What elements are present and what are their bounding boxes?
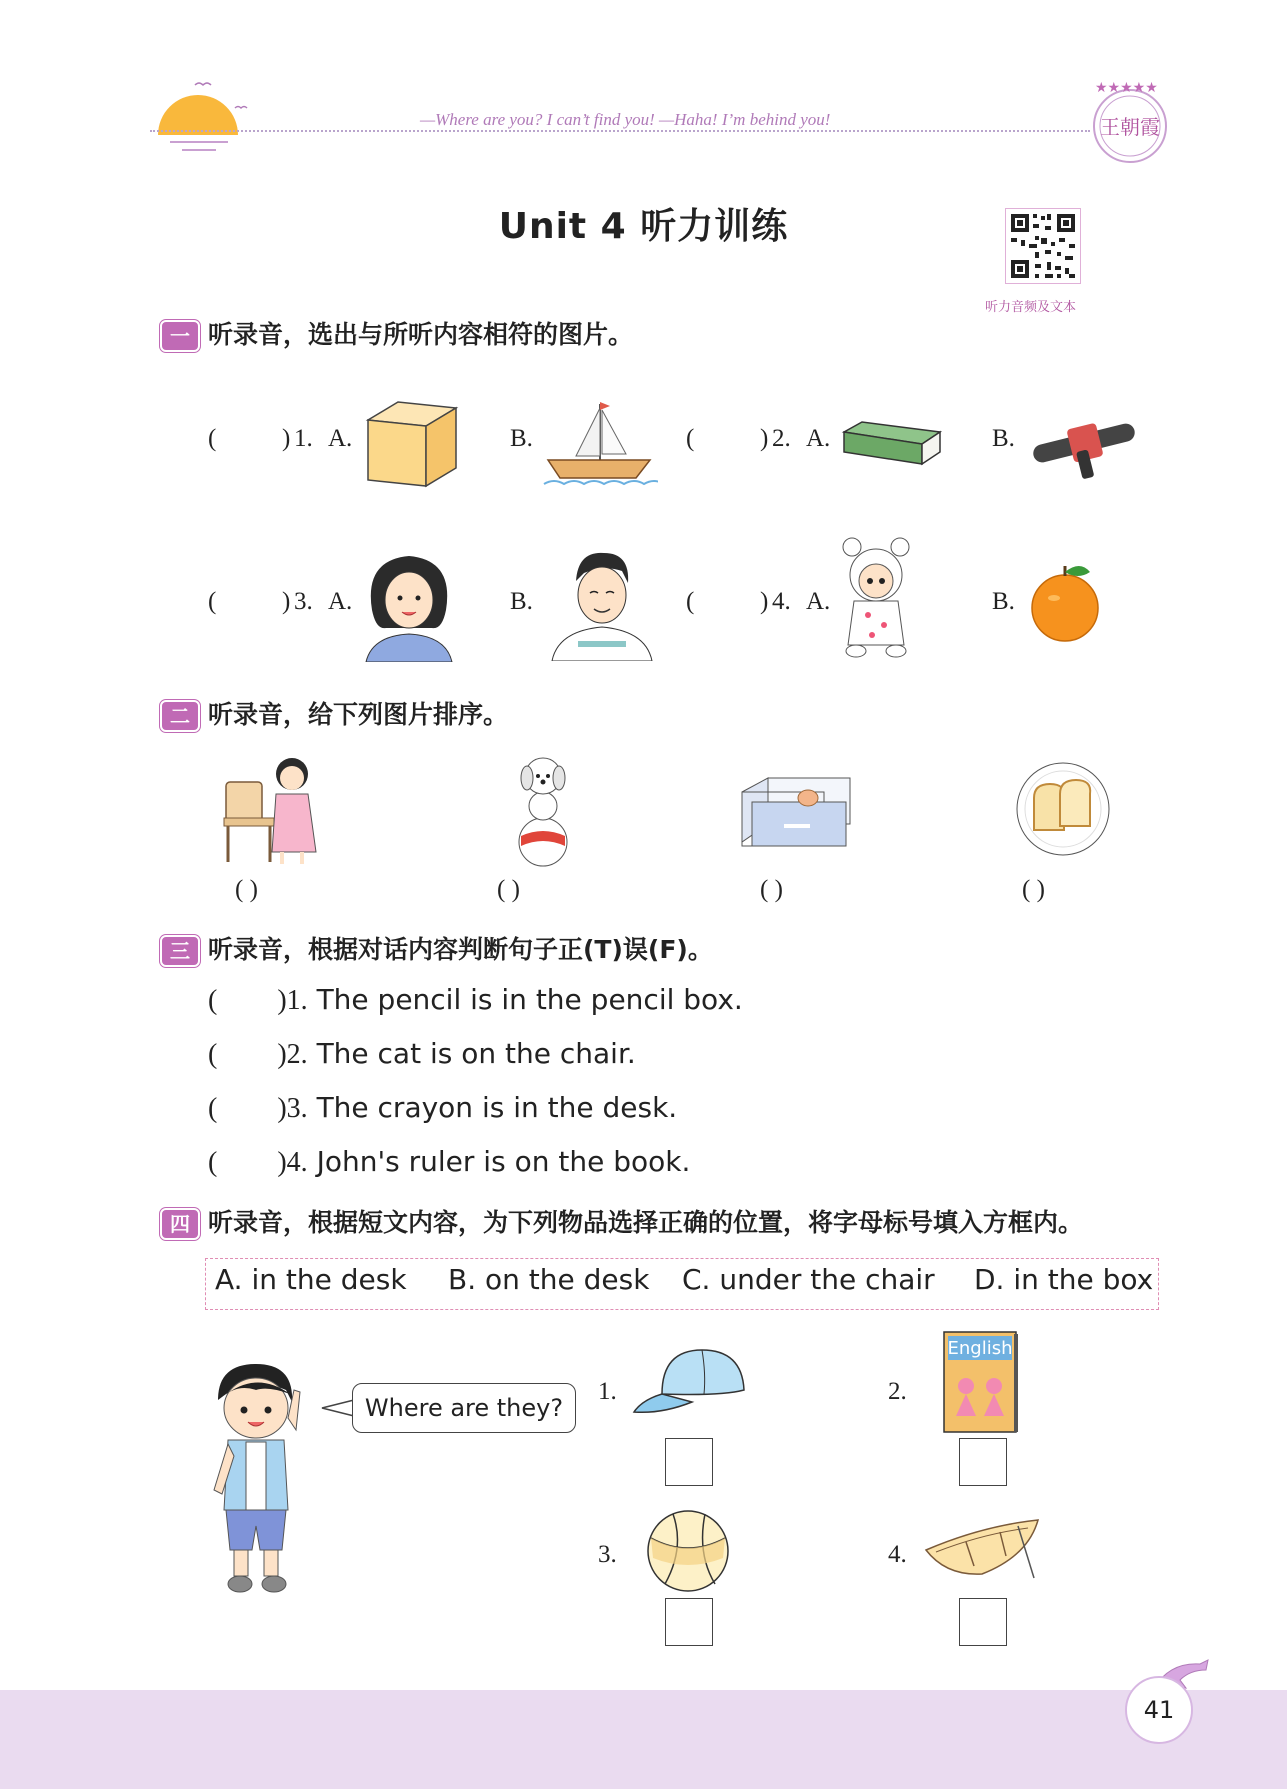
answer-paren-close: ) xyxy=(277,1147,287,1178)
option-b-label: B. xyxy=(510,425,533,452)
qr-caption: 听力音频及文本 xyxy=(985,300,1077,315)
choice-b: B. on the desk xyxy=(448,1263,650,1296)
order-answer-paren[interactable]: ( ) xyxy=(497,876,520,903)
tf-item xyxy=(208,983,743,1017)
question-number: 3. xyxy=(294,588,313,615)
choice-d: D. in the box xyxy=(974,1263,1154,1296)
section4-instruction: 听录音，根据短文内容，为下列物品选择正确的位置，将字母标号填入方框内。 xyxy=(208,1208,1084,1237)
brand-logo-icon xyxy=(1085,78,1175,168)
order-answer-paren[interactable]: ( ) xyxy=(760,876,783,903)
question-number: 1. xyxy=(286,985,308,1016)
page-title: Unit 4 听力训练 xyxy=(498,206,789,247)
footer-band xyxy=(0,1690,1287,1789)
section4-badge: 四 xyxy=(160,1208,200,1240)
question-number: 2. xyxy=(286,1039,308,1070)
option-b-label: B. xyxy=(992,425,1015,452)
item-number: 2. xyxy=(888,1378,907,1405)
header-motto: —Where are you? I can’t find you! —Haha! I’m behind you! xyxy=(420,110,831,129)
tf-item xyxy=(208,1037,636,1071)
answer-box[interactable] xyxy=(959,1438,1007,1486)
page-number: 41 xyxy=(1125,1676,1193,1744)
question-number: 3. xyxy=(286,1093,308,1124)
item-number: 3. xyxy=(598,1541,617,1568)
section1-header xyxy=(160,315,633,352)
speech-bubble: Where are they? xyxy=(352,1383,576,1433)
sailboat-icon[interactable] xyxy=(540,398,658,490)
answer-paren-open[interactable]: ( xyxy=(686,588,695,615)
item-number: 4. xyxy=(888,1541,907,1568)
answer-paren-open[interactable]: ( xyxy=(686,425,695,452)
header-divider xyxy=(150,130,1090,132)
girl-chair-icon[interactable] xyxy=(220,752,332,864)
answer-paren-close: ) xyxy=(277,1039,287,1070)
answer-paren-close: ) xyxy=(760,588,769,615)
question-number: 4. xyxy=(286,1147,308,1178)
answer-box[interactable] xyxy=(665,1598,713,1646)
section2-badge: 二 xyxy=(160,700,200,732)
section3-header xyxy=(160,930,713,967)
question-number: 4. xyxy=(772,588,791,615)
order-answer-paren[interactable]: ( ) xyxy=(1022,876,1045,903)
tf-item xyxy=(208,1091,677,1125)
answer-paren-open[interactable]: ( xyxy=(208,1147,218,1178)
section1-instruction: 听录音，选出与所听内容相符的图片。 xyxy=(208,320,634,349)
answer-paren-close: ) xyxy=(760,425,769,452)
option-a-label: A. xyxy=(328,588,353,615)
option-b-label: B. xyxy=(510,588,533,615)
answer-box[interactable] xyxy=(665,1438,713,1486)
tf-sentence: The crayon is in the desk. xyxy=(316,1091,678,1124)
qr-code-icon[interactable] xyxy=(1005,208,1081,284)
option-a-label: A. xyxy=(806,588,831,615)
option-a-label: A. xyxy=(328,425,353,452)
tf-item xyxy=(208,1145,690,1179)
brand-logo-text: 王朝霞 xyxy=(1100,115,1160,139)
orange-icon[interactable] xyxy=(1028,560,1102,644)
section4-header xyxy=(160,1203,1083,1240)
question-number: 1. xyxy=(294,425,313,452)
box-icon[interactable] xyxy=(362,398,460,488)
option-a-label: A. xyxy=(806,425,831,452)
answer-paren-open[interactable]: ( xyxy=(208,985,218,1016)
doll-icon[interactable] xyxy=(838,535,916,660)
question-number: 2. xyxy=(772,425,791,452)
section1-badge: 一 xyxy=(160,320,200,352)
man-icon[interactable] xyxy=(548,545,656,661)
answer-paren-open[interactable]: ( xyxy=(208,1039,218,1070)
answer-paren-open[interactable]: ( xyxy=(208,425,217,452)
answer-paren-close: ) xyxy=(282,588,291,615)
answer-paren-open[interactable]: ( xyxy=(208,1093,218,1124)
boat-icon[interactable] xyxy=(922,1516,1044,1586)
woman-icon[interactable] xyxy=(362,550,456,662)
book-icon[interactable] xyxy=(840,418,944,468)
answer-paren-open[interactable]: ( xyxy=(208,588,217,615)
answer-paren-close: ) xyxy=(277,985,287,1016)
cap-icon[interactable] xyxy=(632,1344,750,1420)
section2-header xyxy=(160,695,508,732)
dog-ball-icon[interactable] xyxy=(505,750,581,868)
answer-box[interactable] xyxy=(959,1598,1007,1646)
boy-icon xyxy=(208,1360,308,1600)
sun-logo-icon xyxy=(150,80,260,155)
svg-text:★★★★★: ★★★★★ xyxy=(1095,80,1158,96)
choice-a: A. in the desk xyxy=(215,1263,407,1296)
book-title: English xyxy=(947,1338,1013,1359)
choice-c: C. under the chair xyxy=(682,1263,935,1296)
toy-gun-icon[interactable] xyxy=(1024,406,1142,486)
item-number: 1. xyxy=(598,1378,617,1405)
section2-instruction: 听录音，给下列图片排序。 xyxy=(208,700,509,729)
answer-paren-close: ) xyxy=(277,1093,287,1124)
tf-sentence: The cat is on the chair. xyxy=(316,1037,636,1070)
ball-icon[interactable] xyxy=(645,1508,731,1594)
option-b-label: B. xyxy=(992,588,1015,615)
tf-sentence: John's ruler is on the book. xyxy=(316,1145,691,1178)
bread-plate-icon[interactable] xyxy=(1014,760,1112,858)
tf-sentence: The pencil is in the pencil box. xyxy=(316,983,743,1016)
section3-badge: 三 xyxy=(160,935,200,967)
box-egg-icon[interactable] xyxy=(738,772,854,850)
section3-instruction: 听录音，根据对话内容判断句子正(T)误(F)。 xyxy=(208,935,713,964)
speech-bubble-tail xyxy=(320,1398,356,1418)
order-answer-paren[interactable]: ( ) xyxy=(235,876,258,903)
answer-paren-close: ) xyxy=(282,425,291,452)
english-book-icon[interactable] xyxy=(942,1330,1020,1434)
